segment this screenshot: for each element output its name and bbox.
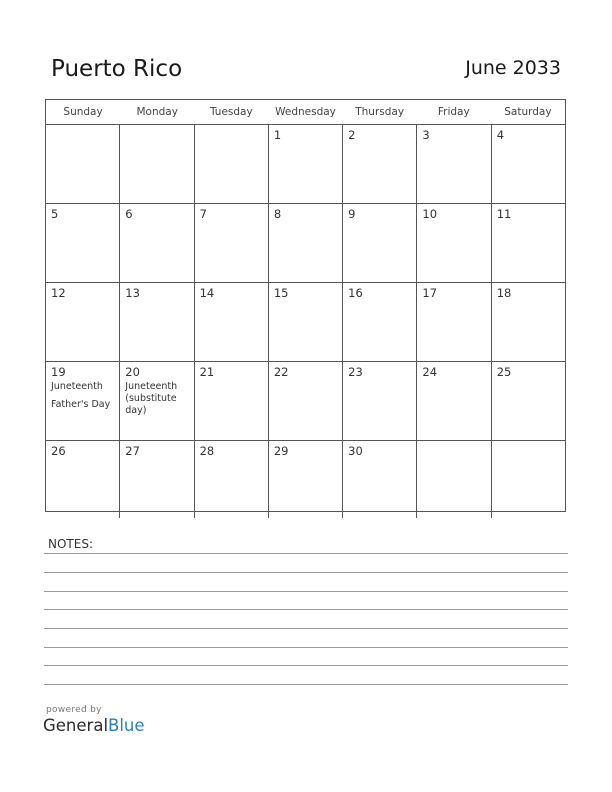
powered-by-text: powered by: [46, 705, 102, 715]
day-number: 30: [348, 444, 363, 458]
day-number: 11: [496, 207, 512, 221]
day-number: 29: [273, 444, 289, 458]
day-number: 24: [422, 365, 438, 379]
notes-line: [44, 609, 568, 610]
day-cell: [492, 283, 565, 361]
day-number: [200, 128, 263, 142]
day-cell: [269, 204, 343, 282]
day-number: 12: [51, 286, 66, 300]
weekday-header: Monday: [136, 106, 178, 118]
day-number: 13: [125, 286, 140, 300]
calendar-week: [46, 283, 565, 362]
day-number: 7: [199, 207, 207, 221]
brand-name-blue: Blue: [108, 716, 145, 735]
day-number: 15: [273, 286, 289, 300]
day-number: 25: [496, 365, 512, 379]
calendar-week: [46, 362, 565, 441]
day-number: 26: [51, 444, 66, 458]
notes-line: [44, 591, 568, 592]
day-cell: [343, 362, 417, 440]
day-cell: [417, 204, 491, 282]
day-number: 5: [51, 207, 59, 221]
weekday-header: Thursday: [355, 106, 405, 118]
notes-line: [44, 684, 568, 685]
weekday-header: Friday: [437, 106, 470, 118]
day-number: 14: [199, 286, 215, 300]
day-number: [125, 128, 188, 142]
calendar-week: [46, 441, 565, 518]
holiday-label: Juneteenth (substitute day): [125, 381, 178, 416]
day-cell: [269, 362, 343, 440]
notes-line: [44, 628, 568, 629]
day-cell: [492, 441, 565, 518]
day-cell: [120, 362, 194, 440]
day-cell: [195, 283, 269, 361]
holiday-label: Father's Day: [51, 399, 111, 410]
day-cell: [120, 441, 194, 518]
brand-name-general: General: [43, 716, 109, 735]
day-cell: [46, 441, 120, 518]
weekday-header-row: [46, 100, 565, 125]
weekday-header: Tuesday: [209, 106, 253, 118]
day-cell: [343, 125, 417, 203]
weekday-header: Wednesday: [275, 106, 336, 118]
day-number: 8: [273, 207, 282, 221]
holiday-label: Juneteenth: [51, 381, 103, 392]
weekday-header: Saturday: [504, 106, 552, 118]
calendar-week: [46, 125, 565, 204]
day-number: 27: [125, 444, 140, 458]
day-number: 21: [199, 365, 215, 379]
day-cell: [417, 283, 491, 361]
day-cell: [492, 362, 565, 440]
day-number: 16: [348, 286, 363, 300]
day-number: 10: [422, 207, 438, 221]
day-cell: [492, 204, 565, 282]
day-number: 19: [51, 365, 66, 379]
notes-line: [44, 665, 568, 666]
day-cell: [46, 125, 120, 203]
weekday-header: Sunday: [63, 106, 103, 118]
notes-line: [44, 572, 568, 573]
calendar-month: June 2033: [465, 57, 561, 79]
day-number: 4: [496, 128, 505, 142]
day-cell: [417, 362, 491, 440]
day-cell: [46, 283, 120, 361]
day-number: 17: [422, 286, 438, 300]
day-cell: [269, 283, 343, 361]
day-number: 28: [199, 444, 215, 458]
day-cell: [343, 441, 417, 518]
brand-logo: [43, 716, 145, 735]
day-cell: [46, 362, 120, 440]
day-number: [497, 444, 560, 458]
day-cell: [195, 125, 269, 203]
calendar-week: [46, 204, 565, 283]
day-number: [51, 128, 114, 142]
calendar-grid: [45, 99, 566, 512]
day-number: 3: [422, 128, 430, 142]
day-cell: [269, 441, 343, 518]
day-number: 23: [348, 365, 363, 379]
day-cell: [417, 125, 491, 203]
day-cell: [343, 204, 417, 282]
day-number: 9: [348, 207, 356, 221]
day-cell: [46, 204, 120, 282]
day-number: [422, 444, 485, 458]
day-cell: [120, 125, 194, 203]
day-cell: [195, 204, 269, 282]
day-cell: [120, 204, 194, 282]
day-cell: [343, 283, 417, 361]
day-cell: [492, 125, 565, 203]
day-cell: [195, 362, 269, 440]
notes-label: NOTES:: [48, 537, 93, 551]
day-cell: [269, 125, 343, 203]
day-number: 6: [125, 207, 133, 221]
day-number: 1: [273, 128, 282, 142]
day-number: 18: [496, 286, 512, 300]
day-number: 2: [348, 128, 356, 142]
day-cell: [120, 283, 194, 361]
notes-line: [44, 553, 568, 554]
day-number: 22: [273, 365, 289, 379]
calendar-title: Puerto Rico: [51, 56, 183, 82]
notes-line: [44, 647, 568, 648]
day-cell: [195, 441, 269, 518]
day-cell: [417, 441, 491, 518]
day-number: 20: [125, 365, 140, 379]
